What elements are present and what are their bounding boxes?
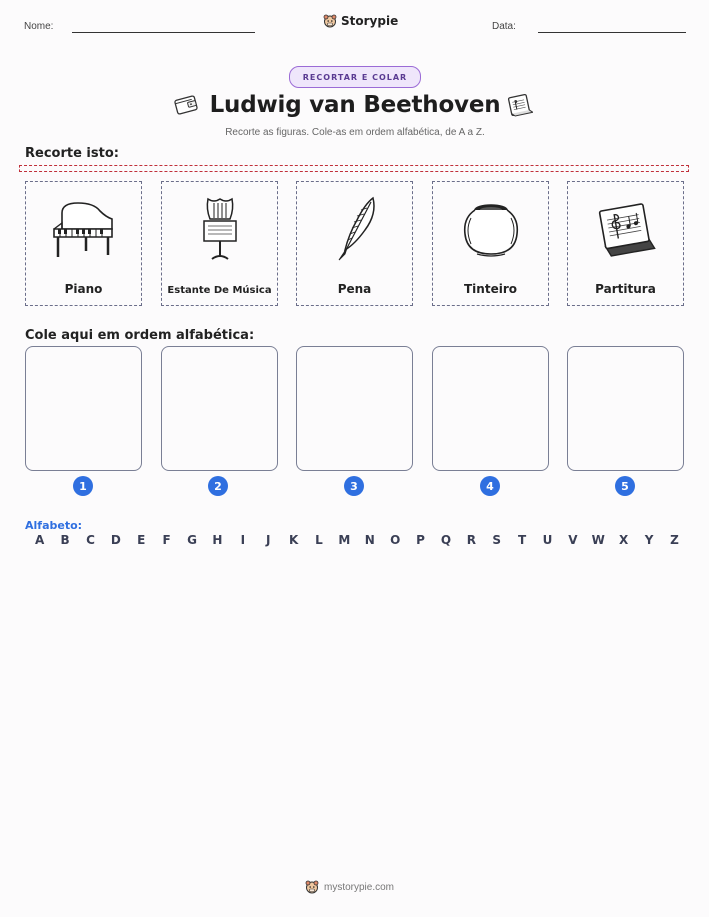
alphabet-letter: T (518, 533, 527, 547)
slot-number-2: 2 (208, 476, 228, 496)
alphabet-letter: L (315, 533, 323, 547)
cut-line (19, 165, 689, 172)
cut-card-music-stand[interactable] (161, 181, 278, 306)
alphabet-letter: A (35, 533, 45, 547)
alphabet-letter: P (416, 533, 425, 547)
page-title: Ludwig van Beethoven (209, 92, 501, 118)
alphabet-letter: K (288, 533, 299, 547)
alphabet-letter: N (364, 533, 375, 547)
card-label: Pena (337, 282, 372, 296)
slot-number-5: 5 (615, 476, 635, 496)
inkwell-icon (459, 198, 523, 262)
cut-card-sheet-music[interactable] (567, 181, 684, 306)
alphabet-letter: R (466, 533, 476, 547)
alphabet-heading: Alfabeto: (25, 519, 83, 532)
storypie-logo-icon (305, 880, 319, 894)
alphabet-letter: Y (644, 533, 654, 547)
paste-slot-4[interactable] (432, 346, 549, 471)
date-label: Data: (492, 21, 516, 32)
quill-pen-icon (327, 194, 383, 266)
alphabet-letter: I (240, 533, 246, 547)
alphabet-letter: Z (670, 533, 679, 547)
alphabet-letter: H (212, 533, 223, 547)
card-label: Piano (64, 282, 103, 296)
alphabet-letter: C (86, 533, 95, 547)
alphabet-letter: M (338, 533, 351, 547)
alphabet-letter: V (568, 533, 578, 547)
footer (305, 880, 394, 894)
name-label: Nome: (24, 21, 54, 32)
brand-name: Storypie (341, 14, 399, 28)
alphabet-letter: U (542, 533, 553, 547)
alphabet-letter: X (619, 533, 629, 547)
slot-number-3: 3 (344, 476, 364, 496)
alphabet-letter: W (591, 533, 605, 547)
sheet-music-book-title-icon (505, 91, 533, 119)
name-field[interactable] (72, 32, 255, 33)
card-label: Estante De Música (167, 285, 272, 296)
card-label: Tinteiro (464, 282, 517, 296)
slot-number-1: 1 (73, 476, 93, 496)
alphabet-letter: G (187, 533, 197, 547)
brand-logo-header (323, 14, 398, 28)
alphabet-letter: O (390, 533, 401, 547)
paste-slot-5[interactable] (567, 346, 684, 471)
sheet-music-book-icon (593, 197, 659, 263)
card-label: Partitura (595, 282, 656, 296)
paste-slot-2[interactable] (161, 346, 278, 471)
alphabet-letter: S (492, 533, 502, 547)
paste-slot-1[interactable] (25, 346, 142, 471)
date-field[interactable] (538, 32, 686, 33)
alphabet-letter: B (60, 533, 70, 547)
paste-heading: Cole aqui em ordem alfabética: (25, 328, 255, 343)
grand-piano-icon (48, 197, 120, 263)
activity-badge: RECORTAR E COLAR (289, 66, 421, 88)
instructions: Recorte as figuras. Cole-as em ordem alfabética, de A a Z. (225, 127, 485, 138)
cut-card-piano[interactable] (25, 181, 142, 306)
alphabet-row (27, 533, 687, 547)
footer-url[interactable]: mystorypie.com (324, 881, 395, 893)
alphabet-letter: E (137, 533, 146, 547)
paste-slot-3[interactable] (296, 346, 413, 471)
cut-heading: Recorte isto: (25, 146, 119, 161)
cut-card-quill[interactable] (296, 181, 413, 306)
slot-number-4: 4 (480, 476, 500, 496)
cut-card-inkwell[interactable] (432, 181, 549, 306)
alphabet-letter: J (265, 533, 271, 547)
alphabet-letter: D (110, 533, 121, 547)
alphabet-letter: Q (440, 533, 452, 547)
alphabet-letter: F (162, 533, 171, 547)
storypie-logo-icon (323, 14, 337, 28)
music-stand-icon (190, 195, 250, 265)
